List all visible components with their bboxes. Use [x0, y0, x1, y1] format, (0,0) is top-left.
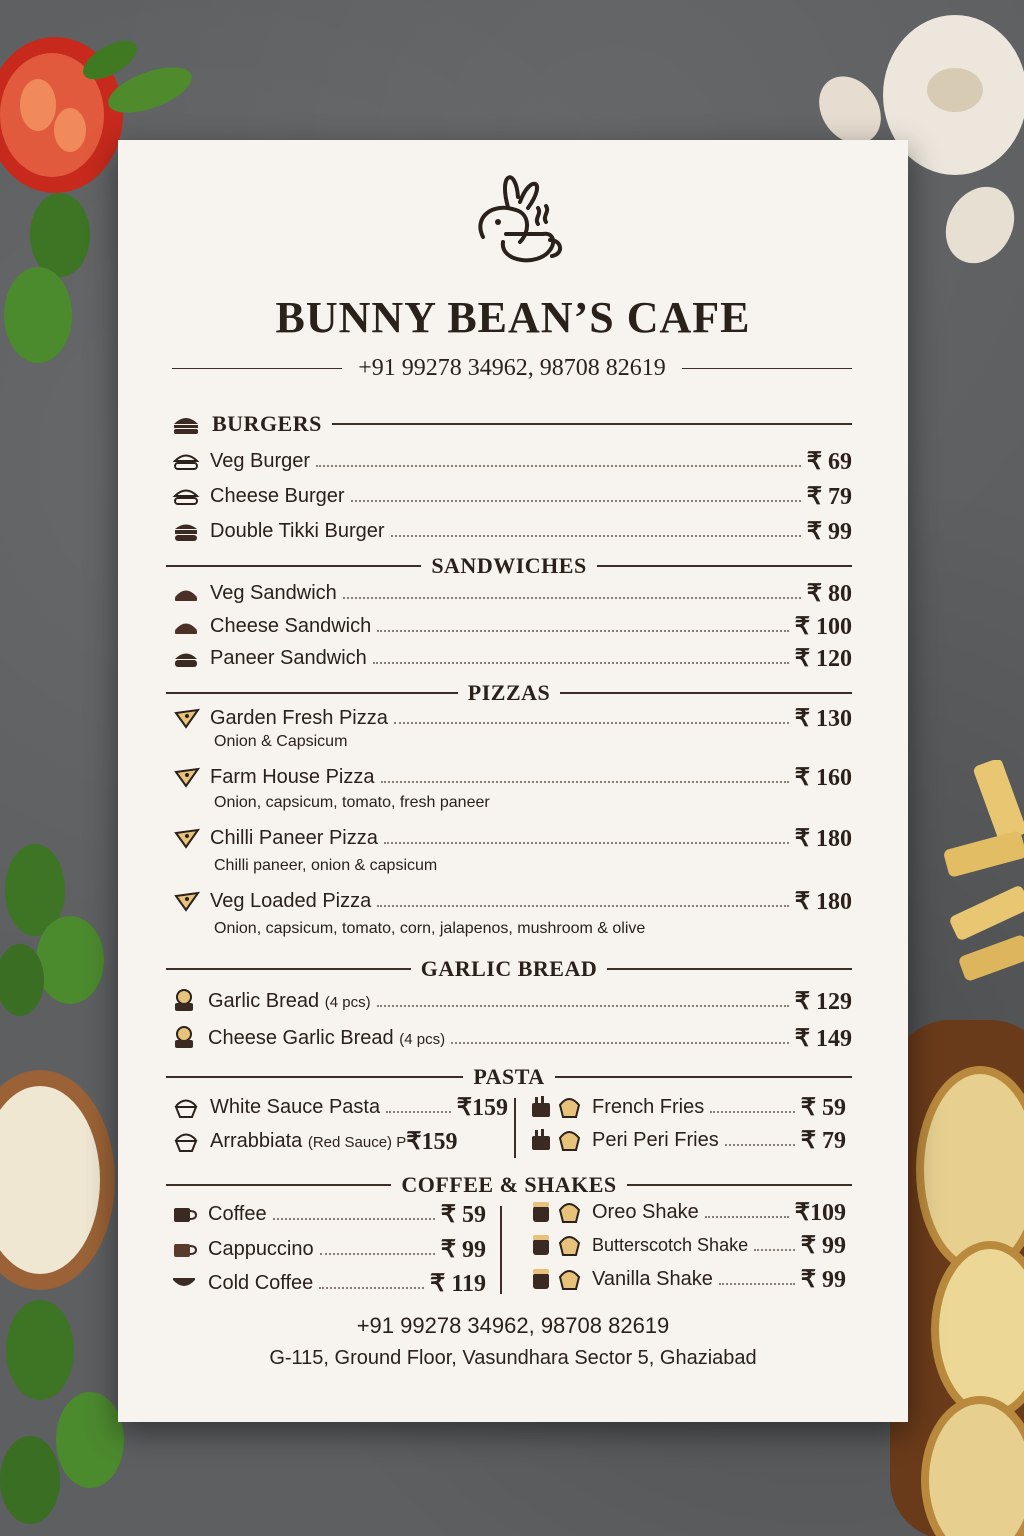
pasta-bowl-icon — [170, 1129, 202, 1153]
sandwich-icon — [170, 646, 202, 670]
leader-dots — [386, 1111, 451, 1113]
menu-item — [170, 578, 852, 608]
leader-dots — [320, 1253, 435, 1255]
leader-dots — [391, 535, 801, 537]
divider-line — [332, 423, 852, 425]
section-title: GARLIC BREAD — [420, 956, 598, 981]
pizza-slice-icon — [170, 765, 202, 789]
divider-line — [682, 368, 852, 369]
burger-icon — [170, 449, 202, 473]
pizza-slice-icon — [170, 706, 202, 730]
leader-dots — [319, 1287, 424, 1289]
item-name: Cheese Sandwich — [210, 614, 372, 637]
garlic-bread-icon — [168, 989, 200, 1013]
item-description: Onion, capsicum, tomato, corn, jalapenos, mushroom & olive — [214, 920, 646, 937]
item-price: ₹ 99 — [806, 518, 852, 545]
item-name: Peri Peri Fries — [592, 1128, 719, 1151]
leader-dots — [377, 630, 789, 632]
burger-icon — [170, 484, 202, 508]
menu-item — [168, 1023, 852, 1053]
item-price: ₹ 79 — [806, 483, 852, 510]
menu-item — [170, 823, 852, 853]
column-divider — [500, 1206, 502, 1294]
divider-line — [166, 692, 458, 694]
item-name: Farm House Pizza — [210, 765, 375, 788]
footer-address: G-115, Ground Floor, Vasundhara Sector 5, Ghaziabad — [269, 1347, 757, 1369]
leader-dots — [754, 1249, 795, 1251]
basil-leaves-decoration — [0, 190, 110, 370]
shake-icon — [528, 1233, 584, 1257]
leader-dots — [316, 465, 801, 467]
item-name: Cappuccino — [208, 1237, 314, 1260]
item-price: ₹ 79 — [800, 1127, 846, 1154]
leader-dots — [394, 722, 789, 724]
divider-line — [560, 692, 852, 694]
item-price: ₹ 120 — [794, 645, 852, 672]
item-price: ₹ 180 — [794, 888, 852, 915]
burger-icon — [170, 413, 202, 435]
divider-line — [166, 1184, 391, 1186]
item-price: ₹ 130 — [794, 705, 852, 732]
shake-icon — [528, 1267, 584, 1291]
menu-item — [170, 643, 852, 673]
leader-dots — [725, 1144, 795, 1146]
cheese-bowl-decoration — [0, 1060, 120, 1300]
leader-dots — [710, 1111, 794, 1113]
menu-item — [170, 446, 852, 476]
item-name: Cheese Garlic Bread (4 pcs) — [208, 1026, 446, 1049]
menu-item — [170, 611, 852, 641]
item-name: Veg Sandwich — [210, 581, 337, 604]
item-price: ₹ 129 — [794, 988, 852, 1015]
item-name: Double Tikki Burger — [210, 519, 385, 542]
sandwich-icon — [170, 581, 202, 605]
garlic-bread-icon — [168, 1026, 200, 1050]
item-price: ₹ 80 — [806, 580, 852, 607]
item-name: Cold Coffee — [208, 1271, 314, 1294]
item-name: Coffee — [208, 1202, 267, 1225]
item-price: ₹ 59 — [440, 1201, 486, 1228]
divider-line — [166, 968, 411, 970]
cappuccino-cup-icon — [168, 1237, 200, 1261]
shake-icon — [528, 1200, 584, 1224]
menu-item — [170, 516, 852, 546]
leader-dots — [351, 500, 801, 502]
divider-line — [555, 1076, 852, 1078]
item-price: ₹ 69 — [806, 448, 852, 475]
bunny-cup-logo-icon — [458, 162, 568, 277]
section-title: PIZZAS — [467, 680, 551, 705]
basil-leaves-decoration-left — [0, 830, 120, 1020]
menu-item — [168, 1234, 486, 1264]
leader-dots — [373, 662, 789, 664]
menu-item — [170, 1126, 508, 1156]
leader-dots — [705, 1216, 789, 1218]
item-name: Butterscotch Shake — [592, 1234, 749, 1255]
menu-item — [168, 986, 852, 1016]
menu-item — [170, 703, 852, 733]
menu-item — [170, 1092, 508, 1122]
menu-item — [528, 1092, 846, 1122]
item-price: ₹159 — [406, 1128, 458, 1155]
menu-item — [528, 1264, 846, 1294]
item-price: ₹159 — [456, 1094, 508, 1121]
item-name: Arrabbiata (Red Sauce) P — [210, 1129, 407, 1152]
menu-item — [168, 1199, 486, 1229]
divider-line — [172, 368, 342, 369]
item-name: White Sauce Pasta — [210, 1095, 381, 1118]
divider-line — [627, 1184, 852, 1186]
item-name: Vanilla Shake — [592, 1267, 713, 1290]
penne-pasta-decoration — [935, 760, 1024, 990]
item-price: ₹109 — [794, 1199, 846, 1226]
pasta-bowl-icon — [170, 1095, 202, 1119]
pizza-slice-icon — [170, 889, 202, 913]
sandwich-icon — [170, 614, 202, 638]
item-name: Cheese Burger — [210, 484, 345, 507]
divider-line — [166, 565, 421, 567]
item-quantity: (4 pcs) — [399, 1030, 446, 1048]
item-description: Chilli paneer, onion & capsicum — [214, 857, 438, 874]
menu-card — [118, 140, 908, 1422]
divider-line — [166, 1076, 463, 1078]
fries-icon — [528, 1128, 584, 1152]
item-price: ₹ 59 — [800, 1094, 846, 1121]
header-phone: +91 99278 34962, 98708 82619 — [358, 354, 666, 381]
item-name: Garlic Bread (4 pcs) — [208, 989, 371, 1012]
item-name: French Fries — [592, 1095, 705, 1118]
item-price: ₹ 99 — [440, 1236, 486, 1263]
leader-dots — [377, 1005, 789, 1007]
menu-item — [170, 886, 852, 916]
item-price: ₹ 149 — [794, 1025, 852, 1052]
menu-item — [528, 1197, 846, 1227]
section-header-pasta — [166, 1064, 852, 1090]
column-divider — [514, 1098, 516, 1158]
cold-coffee-cup-icon — [168, 1271, 200, 1295]
leader-dots — [377, 905, 788, 907]
item-price: ₹ 99 — [800, 1232, 846, 1259]
section-title: COFFEE & SHAKES — [401, 1172, 617, 1197]
fries-icon — [528, 1095, 584, 1119]
header-phone-row — [172, 353, 852, 383]
item-name: Chilli Paneer Pizza — [210, 826, 378, 849]
cafe-name: BUNNY BEAN’S CAFE — [275, 293, 751, 342]
item-quantity: (Red Sauce) P — [307, 1133, 407, 1151]
section-header-coffee-shakes — [166, 1172, 852, 1198]
divider-line — [607, 968, 852, 970]
section-header-burgers — [170, 411, 852, 437]
leader-dots — [719, 1283, 795, 1285]
item-description: Onion, capsicum, tomato, fresh paneer — [214, 794, 490, 811]
section-title: SANDWICHES — [431, 553, 587, 578]
leader-dots — [384, 842, 789, 844]
coffee-cup-icon — [168, 1202, 200, 1226]
leader-dots — [343, 597, 801, 599]
item-price: ₹ 99 — [800, 1266, 846, 1293]
section-title: PASTA — [473, 1064, 545, 1089]
item-price: ₹ 160 — [794, 764, 852, 791]
leader-dots — [273, 1218, 435, 1220]
menu-item — [170, 762, 852, 792]
leader-dots — [451, 1042, 789, 1044]
menu-item — [170, 481, 852, 511]
footer-phone: +91 99278 34962, 98708 82619 — [356, 1313, 670, 1338]
menu-item — [528, 1125, 846, 1155]
divider-line — [597, 565, 852, 567]
item-price: ₹ 180 — [794, 825, 852, 852]
section-header-sandwiches — [166, 553, 852, 579]
pizza-slice-icon — [170, 826, 202, 850]
menu-item — [168, 1268, 486, 1298]
item-name: Veg Burger — [210, 449, 311, 472]
item-name: Veg Loaded Pizza — [210, 889, 372, 912]
item-name: Oreo Shake — [592, 1200, 699, 1223]
leader-dots — [381, 781, 789, 783]
item-name: Garden Fresh Pizza — [210, 706, 388, 729]
item-quantity: (4 pcs) — [324, 993, 371, 1011]
item-name: Paneer Sandwich — [210, 646, 367, 669]
menu-item — [528, 1230, 846, 1260]
item-price: ₹ 119 — [430, 1270, 486, 1297]
item-description: Onion & Capsicum — [214, 733, 348, 750]
section-title: BURGERS — [212, 411, 322, 436]
item-price: ₹ 100 — [794, 613, 852, 640]
double-burger-icon — [170, 519, 202, 543]
section-header-garlic-bread — [166, 956, 852, 982]
